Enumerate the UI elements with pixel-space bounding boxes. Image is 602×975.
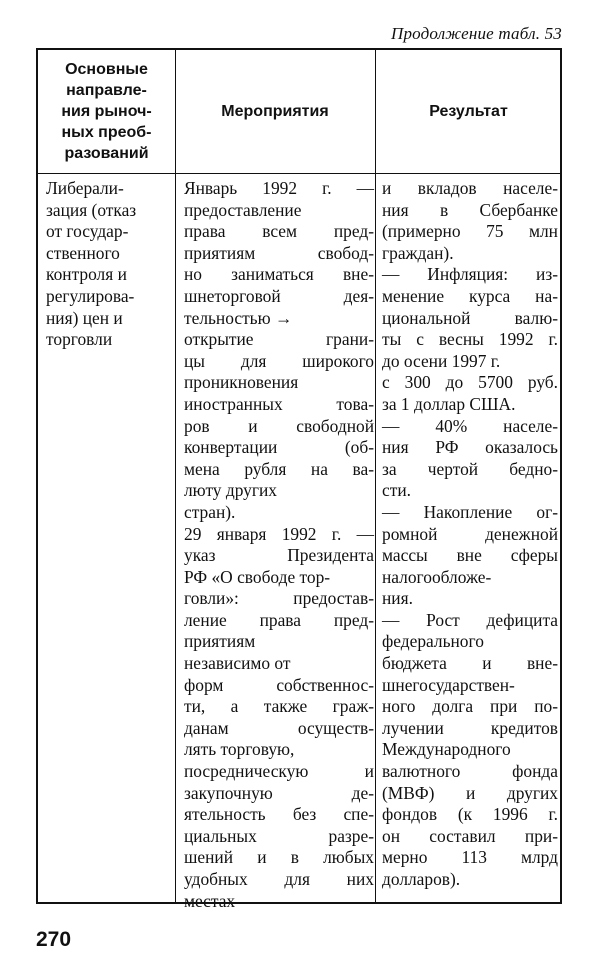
reforms-table bbox=[36, 48, 562, 911]
text-line: ромной денежной bbox=[382, 523, 558, 544]
text-line: местах bbox=[184, 890, 236, 911]
text-line: права всем пред- bbox=[184, 221, 374, 242]
text-line: Международного bbox=[382, 739, 511, 760]
text-line: посредническую и bbox=[184, 761, 374, 782]
text-line: данам осуществ- bbox=[184, 717, 374, 738]
text-line: лять торговую, bbox=[184, 739, 295, 760]
text-line: до осени 1997 г. bbox=[382, 350, 501, 371]
cell-measures bbox=[184, 178, 374, 912]
cell-direction bbox=[46, 178, 172, 351]
text-line: ты с весны 1992 г. bbox=[382, 329, 558, 350]
text-line: ти, а также граж- bbox=[184, 696, 374, 717]
text-line: лучении кредитов bbox=[382, 717, 558, 738]
text-line: налогообложе- bbox=[382, 566, 492, 587]
cell-result bbox=[382, 178, 558, 891]
text-line: РФ «О свободе тор- bbox=[184, 566, 331, 587]
text-line: форм собственнос- bbox=[184, 674, 374, 695]
header-divider bbox=[38, 173, 560, 174]
text-line: контроля и bbox=[46, 264, 127, 285]
text-line: граждан). bbox=[382, 242, 454, 263]
text-line: с 300 до 5700 руб. bbox=[382, 372, 558, 393]
text-line: шений и в любых bbox=[184, 847, 374, 868]
text-line: ния в Сбербанке bbox=[382, 199, 558, 220]
text-line: за 1 доллар США. bbox=[382, 393, 516, 414]
text-line: ния РФ оказалось bbox=[382, 437, 558, 458]
text-line: бюджета и вне- bbox=[382, 653, 558, 674]
header-measures: Мероприятия bbox=[221, 103, 329, 120]
text-line: ственного bbox=[46, 242, 120, 263]
text-line: — 40% населе- bbox=[382, 415, 558, 436]
column-divider bbox=[375, 50, 376, 902]
text-line: приятиям bbox=[184, 631, 256, 652]
header-directions bbox=[38, 50, 175, 173]
text-line: Либерали- bbox=[46, 178, 124, 198]
text-line: — Инфляция: из- bbox=[382, 264, 558, 285]
text-line: 29 января 1992 г. — bbox=[184, 523, 374, 544]
text-line: люту других bbox=[184, 480, 277, 501]
text-line: тельностью → bbox=[184, 307, 293, 328]
table-continuation-caption: Продолжение табл. 53 bbox=[390, 24, 562, 43]
page-number: 270 bbox=[36, 928, 72, 951]
header-line: ных преоб- bbox=[61, 124, 152, 141]
text-line: торговли bbox=[46, 329, 113, 350]
text-line: ния. bbox=[382, 588, 413, 609]
text-line: проникновения bbox=[184, 372, 299, 393]
text-line: ление права пред- bbox=[184, 609, 374, 630]
text-line: долларов). bbox=[382, 869, 461, 889]
text-line: (примерно 75 млн bbox=[382, 221, 558, 242]
text-line: шнеторговой дея- bbox=[184, 285, 374, 306]
text-line: сти. bbox=[382, 480, 411, 501]
text-line: закупочную де- bbox=[184, 782, 374, 803]
text-line: циальных разре- bbox=[184, 825, 374, 846]
text-line: цы для широкого bbox=[184, 350, 374, 371]
header-line: разований bbox=[64, 145, 149, 162]
text-line: федерального bbox=[382, 631, 484, 652]
text-line: шнегосударствен- bbox=[382, 674, 515, 695]
text-line: открытие грани- bbox=[184, 329, 374, 350]
text-line: валютного фонда bbox=[382, 761, 558, 782]
text-line: удобных для них bbox=[184, 869, 374, 889]
text-line: циональной валю- bbox=[382, 307, 558, 328]
text-line: приятиям свобод- bbox=[184, 242, 374, 263]
text-line: ров и свободной bbox=[184, 415, 374, 436]
text-line: ного долга при по- bbox=[382, 696, 558, 717]
text-line: массы вне сферы bbox=[382, 545, 558, 566]
text-line: стран). bbox=[184, 501, 236, 522]
header-result: Результат bbox=[429, 103, 508, 120]
column-divider bbox=[175, 50, 176, 902]
text-line: ния) цен и bbox=[46, 307, 123, 328]
header-line: ния рыноч- bbox=[61, 103, 152, 120]
text-line: от государ- bbox=[46, 221, 129, 242]
text-line: Январь 1992 г. — bbox=[184, 178, 374, 198]
text-line: указ Президента bbox=[184, 545, 374, 566]
text-line: но заниматься вне- bbox=[184, 264, 374, 285]
text-line: (МВФ) и других bbox=[382, 782, 558, 803]
text-line: за чертой бедно- bbox=[382, 458, 558, 479]
text-line: мена рубля на ва- bbox=[184, 458, 374, 479]
text-line: — Рост дефицита bbox=[382, 609, 558, 630]
text-line: предоставление bbox=[184, 199, 302, 220]
text-line: он составил при- bbox=[382, 825, 558, 846]
text-line: конвертации (об- bbox=[184, 437, 374, 458]
text-line: фондов (к 1996 г. bbox=[382, 804, 558, 825]
header-line: направле- bbox=[66, 82, 147, 99]
text-line: ятельность без спе- bbox=[184, 804, 374, 825]
text-line: — Накопление ог- bbox=[382, 501, 558, 522]
header-line: Основные bbox=[65, 61, 148, 78]
text-line: независимо от bbox=[184, 653, 291, 674]
text-line: говли»: предостав- bbox=[184, 588, 374, 609]
text-line: мерно 113 млрд bbox=[382, 847, 558, 868]
text-line: иностранных това- bbox=[184, 393, 374, 414]
text-line: регулирова- bbox=[46, 285, 135, 306]
text-line: и вкладов населе- bbox=[382, 178, 558, 198]
text-line: менение курса на- bbox=[382, 285, 558, 306]
text-line: зация (отказ bbox=[46, 199, 137, 220]
